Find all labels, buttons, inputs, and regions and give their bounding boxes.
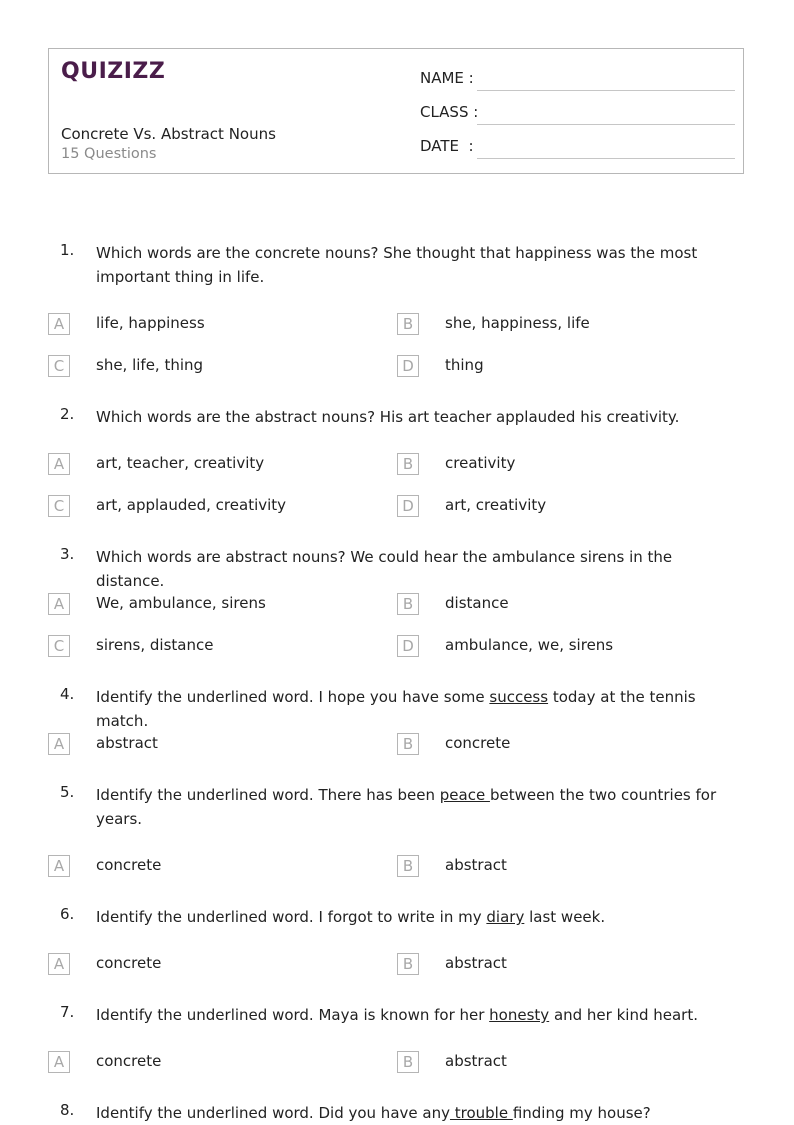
class-label: CLASS : bbox=[420, 103, 479, 121]
option-letter-box: B bbox=[397, 313, 419, 335]
option-b[interactable] bbox=[397, 453, 737, 479]
option-letter-box: D bbox=[397, 355, 419, 377]
option-letter-box: D bbox=[397, 635, 419, 657]
question-text-part: Identify the underlined word. Maya is known for her bbox=[96, 1006, 490, 1024]
option-a[interactable] bbox=[48, 1051, 388, 1077]
date-field[interactable] bbox=[420, 137, 735, 161]
underlined-word: peace bbox=[439, 786, 490, 804]
question-text-part: today at the tennis match. bbox=[96, 688, 696, 730]
option-letter-box: A bbox=[48, 1051, 70, 1073]
option-text: ambulance, we, sirens bbox=[445, 636, 614, 654]
question-number: 5. bbox=[60, 783, 75, 801]
option-letter-box: A bbox=[48, 593, 70, 615]
question-number: 4. bbox=[60, 685, 75, 703]
question-text-part: Which words are the abstract nouns? His art teacher applauded his creativity. bbox=[96, 408, 680, 426]
option-text: concrete bbox=[96, 1052, 162, 1070]
question-text bbox=[96, 783, 744, 831]
question-text bbox=[96, 1101, 744, 1125]
question-text-part: last week. bbox=[524, 908, 606, 926]
option-letter-box: B bbox=[397, 733, 419, 755]
option-text: life, happiness bbox=[96, 314, 205, 332]
quizizz-logo: QUIZIZZ bbox=[61, 59, 166, 84]
underlined-word: trouble bbox=[449, 1104, 513, 1122]
question-number: 7. bbox=[60, 1003, 75, 1021]
option-c[interactable] bbox=[48, 355, 388, 381]
option-c[interactable] bbox=[48, 635, 388, 661]
option-letter-box: A bbox=[48, 953, 70, 975]
option-a[interactable] bbox=[48, 953, 388, 979]
option-d[interactable] bbox=[397, 495, 737, 521]
class-line[interactable] bbox=[477, 124, 735, 125]
option-letter-box: B bbox=[397, 593, 419, 615]
option-text: thing bbox=[445, 356, 484, 374]
question-number: 2. bbox=[60, 405, 75, 423]
option-letter-box: C bbox=[48, 495, 70, 517]
option-a[interactable] bbox=[48, 855, 388, 881]
date-line[interactable] bbox=[477, 158, 735, 159]
question-number: 3. bbox=[60, 545, 75, 563]
question-text-part: Identify the underlined word. I hope you have some bbox=[96, 688, 490, 706]
question-text-part: Identify the underlined word. Did you have any bbox=[96, 1104, 450, 1122]
question-text-part: Which words are the concrete nouns? She thought that happiness was the most important thing in life. bbox=[96, 244, 698, 286]
option-text: concrete bbox=[445, 734, 511, 752]
option-text: creativity bbox=[445, 454, 516, 472]
option-text: she, happiness, life bbox=[445, 314, 590, 332]
option-a[interactable] bbox=[48, 453, 388, 479]
question-text bbox=[96, 905, 744, 929]
option-text: she, life, thing bbox=[96, 356, 204, 374]
date-label: DATE : bbox=[420, 137, 474, 155]
question-text-part: between the two countries for years. bbox=[96, 786, 717, 828]
option-b[interactable] bbox=[397, 855, 737, 881]
option-a[interactable] bbox=[48, 313, 388, 339]
option-a[interactable] bbox=[48, 593, 388, 619]
option-text: art, applauded, creativity bbox=[96, 496, 287, 514]
question-count: 15 Questions bbox=[61, 146, 157, 162]
question-text bbox=[96, 241, 744, 289]
name-field[interactable] bbox=[420, 69, 735, 93]
option-text: abstract bbox=[445, 954, 507, 972]
question-text bbox=[96, 405, 744, 429]
option-text: concrete bbox=[96, 856, 162, 874]
option-letter-box: A bbox=[48, 453, 70, 475]
question-text-part: Identify the underlined word. There has been bbox=[96, 786, 440, 804]
option-letter-box: B bbox=[397, 855, 419, 877]
option-text: distance bbox=[445, 594, 509, 612]
option-text: art, teacher, creativity bbox=[96, 454, 265, 472]
option-text: We, ambulance, sirens bbox=[96, 594, 266, 612]
underlined-word: success bbox=[489, 688, 549, 706]
option-text: abstract bbox=[445, 1052, 507, 1070]
option-letter-box: A bbox=[48, 733, 70, 755]
worksheet-title: Concrete Vs. Abstract Nouns bbox=[61, 125, 276, 143]
name-line[interactable] bbox=[477, 90, 735, 91]
option-text: abstract bbox=[96, 734, 158, 752]
question-text bbox=[96, 685, 744, 733]
question-number: 8. bbox=[60, 1101, 75, 1119]
option-b[interactable] bbox=[397, 593, 737, 619]
question-text-part: Identify the underlined word. I forgot to write in my bbox=[96, 908, 487, 926]
option-letter-box: A bbox=[48, 855, 70, 877]
option-b[interactable] bbox=[397, 953, 737, 979]
question-text-part: finding my house? bbox=[512, 1104, 651, 1122]
question-number: 1. bbox=[60, 241, 75, 259]
option-letter-box: B bbox=[397, 1051, 419, 1073]
option-letter-box: A bbox=[48, 313, 70, 335]
option-text: sirens, distance bbox=[96, 636, 214, 654]
option-letter-box: B bbox=[397, 953, 419, 975]
underlined-word: diary bbox=[486, 908, 525, 926]
underlined-word: honesty bbox=[489, 1006, 550, 1024]
option-letter-box: C bbox=[48, 635, 70, 657]
option-letter-box: C bbox=[48, 355, 70, 377]
option-text: concrete bbox=[96, 954, 162, 972]
option-letter-box: D bbox=[397, 495, 419, 517]
question-text-part: Which words are abstract nouns? We could hear the ambulance sirens in the distance. bbox=[96, 548, 673, 590]
option-letter-box: B bbox=[397, 453, 419, 475]
question-text-part: and her kind heart. bbox=[549, 1006, 698, 1024]
question-text bbox=[96, 1003, 744, 1027]
option-b[interactable] bbox=[397, 733, 737, 759]
option-b[interactable] bbox=[397, 1051, 737, 1077]
worksheet-header bbox=[48, 48, 744, 174]
question-text bbox=[96, 545, 744, 593]
option-d[interactable] bbox=[397, 635, 737, 661]
option-a[interactable] bbox=[48, 733, 388, 759]
question-number: 6. bbox=[60, 905, 75, 923]
option-d[interactable] bbox=[397, 355, 737, 381]
name-label: NAME : bbox=[420, 69, 474, 87]
option-c[interactable] bbox=[48, 495, 388, 521]
option-text: art, creativity bbox=[445, 496, 547, 514]
class-field[interactable] bbox=[420, 103, 735, 127]
option-b[interactable] bbox=[397, 313, 737, 339]
option-text: abstract bbox=[445, 856, 507, 874]
